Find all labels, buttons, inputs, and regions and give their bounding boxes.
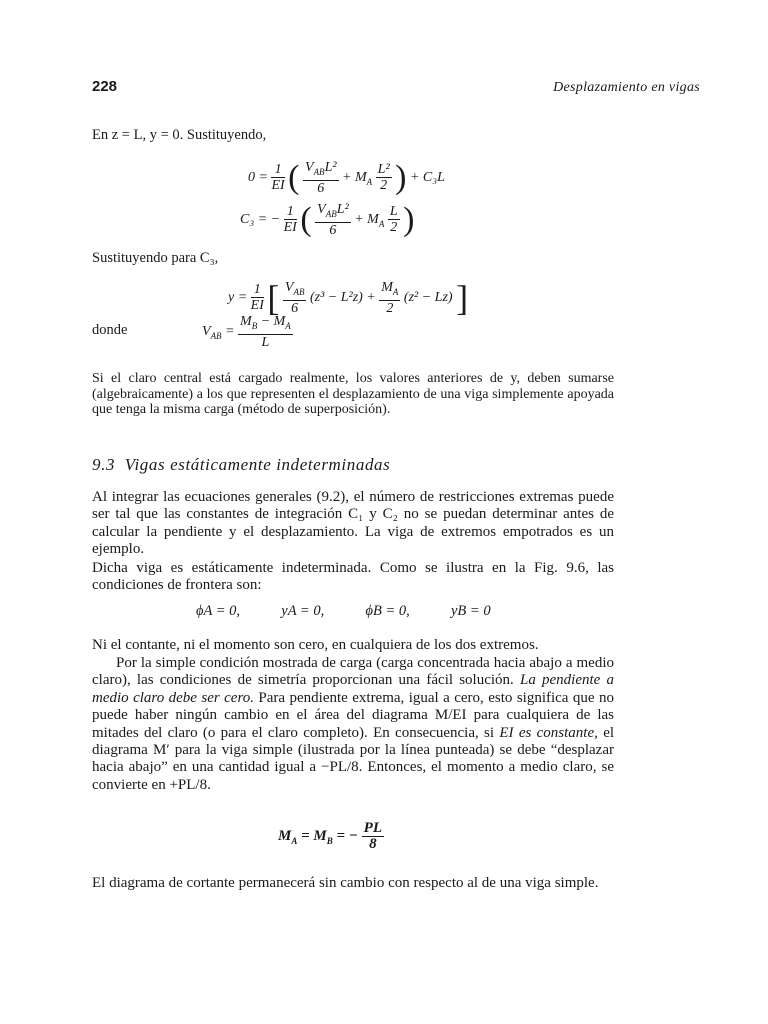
eq1-t1-v: V xyxy=(305,160,314,175)
eq4-num-m: M xyxy=(240,314,252,329)
eq1-t1-sub: AB xyxy=(313,166,325,177)
eq3-t1-v: V xyxy=(284,280,294,295)
equation-3 xyxy=(228,277,469,318)
eq1-frac xyxy=(271,162,284,193)
eq1-num: 1 xyxy=(271,162,284,178)
eq2-frac xyxy=(284,204,297,235)
eq2-plus: + M xyxy=(354,212,379,228)
intro-line: En z = L, y = 0. Sustituyendo, xyxy=(92,127,267,143)
eq4-lhs-sub: AB xyxy=(210,330,222,341)
eq2-num: 1 xyxy=(284,204,297,220)
eq1-t2-den: 2 xyxy=(380,178,388,194)
eq2-lparen: ( xyxy=(300,200,312,238)
equation-1 xyxy=(248,160,445,196)
eq4-equals: = xyxy=(225,324,235,340)
eq3-t2-par: (z² − Lz) xyxy=(403,290,453,306)
eq3-t1-den: 6 xyxy=(291,300,299,316)
paragraph-ends: Ni el contante, ni el momento son cero, en cualquiera de los dos extremos. xyxy=(92,637,539,653)
eq2-t1-den: 6 xyxy=(329,222,337,238)
eq4-frac xyxy=(238,314,293,350)
bc-y-a: yA = 0, xyxy=(281,603,325,619)
page-number: 228 xyxy=(92,78,118,95)
where-label: donde xyxy=(92,322,128,338)
eq5-frac xyxy=(362,821,384,852)
para5-part-d: EI es constante, xyxy=(499,724,598,741)
eq5-rhs: = − xyxy=(332,827,358,844)
section-heading xyxy=(92,455,390,475)
eq3-lbracket: [ xyxy=(267,277,280,318)
eq4-den: L xyxy=(261,334,270,350)
paragraph-indeterminate: Dicha viga es estáticamente indeterminada. Como se ilustra en la Fig. 9.6, las condiciones de frontera son: xyxy=(92,560,614,594)
paragraph-superposition: Si el claro central está cargado realmente, los valores anteriores de y, deben sumarse (algebraicamente) a los que representen el desplazamiento de una viga simplemente apoyada que tenga la misma carga (método de superposición). xyxy=(92,371,614,417)
eq1-plus: + M xyxy=(342,170,367,186)
eq1-lparen: ( xyxy=(288,158,300,196)
substituting-line: Sustituyendo para C₃, xyxy=(92,250,219,266)
para5-part-c: Para pendiente extrema, igual a cero, esto significa que no puede haber ningún cambio en el área del diagrama M/EI para cualquiera de las mitades del claro (o para el claro completo). En consecuencia, si xyxy=(92,689,614,741)
eq2-t1-rest: L² xyxy=(336,202,349,217)
eq1-t1-rest: L² xyxy=(324,160,337,175)
eq3-den: EI xyxy=(250,298,264,314)
equation-4 xyxy=(202,314,293,350)
eq3-frac xyxy=(251,282,264,313)
eq5-lhs: M xyxy=(278,827,292,844)
eq2-t1-v: V xyxy=(317,202,326,217)
eq4-num-mid: − M xyxy=(257,314,286,329)
eq1-t2-num: L² xyxy=(377,162,390,178)
eq1-term2 xyxy=(376,162,392,193)
boundary-conditions xyxy=(196,603,491,620)
eq2-den: EI xyxy=(283,220,297,236)
eq2-t2-num: L xyxy=(389,204,398,220)
eq2-lhs: C₃ = − xyxy=(240,212,281,228)
eq1-rparen: ) xyxy=(395,158,407,196)
eq3-t1-par: (z³ − L²z) + xyxy=(309,290,376,306)
eq1-sub-a: A xyxy=(366,176,373,187)
eq3-term1 xyxy=(283,280,307,316)
eq2-term1 xyxy=(315,202,351,238)
eq4-num-sub-a: A xyxy=(285,320,291,331)
eq4-num-sub-b: B xyxy=(251,320,258,331)
bc-y-b: yB = 0 xyxy=(451,603,491,619)
eq2-t2-den: 2 xyxy=(390,220,398,236)
eq3-t2-den: 2 xyxy=(386,300,394,316)
equation-2 xyxy=(240,202,414,238)
section-number: 9.3 xyxy=(92,455,116,474)
section-title: Vigas estáticamente indeterminadas xyxy=(124,455,391,474)
eq1-term1 xyxy=(303,160,339,196)
eq2-term2 xyxy=(388,204,400,235)
eq5-sub-b: B xyxy=(326,835,333,846)
para5-part-e: el diagrama M′ para la viga simple (ilustrada por la línea punteada) se debe “desplazar hacia abajo” en una cantidad igual a −PL/8. Entonces, el momento a medio claro, se convierte en +PL/8. xyxy=(92,724,615,793)
para5-part-a: Por la simple condición mostrada de carga (carga concentrada hacia abajo a medio claro), las condiciones de simetría proporcionan una fácil solución. xyxy=(92,655,614,689)
eq3-t1-sub: AB xyxy=(293,286,305,297)
eq3-rbracket: ] xyxy=(456,277,469,318)
eq3-t2-m: M xyxy=(381,280,393,295)
eq5-den: 8 xyxy=(369,836,377,852)
eq2-t1-sub: AB xyxy=(325,208,337,219)
eq3-term2 xyxy=(379,280,400,316)
paragraph-shear: El diagrama de cortante permanecerá sin cambio con respecto al de una viga simple. xyxy=(92,875,599,891)
eq3-num: 1 xyxy=(251,282,264,298)
eq1-t1-den: 6 xyxy=(317,180,325,196)
eq1-tail: + C₃L xyxy=(409,170,445,186)
paragraph-symmetry xyxy=(92,655,614,794)
eq3-t2-sub: A xyxy=(392,286,399,297)
paragraph-integration: Al integrar las ecuaciones generales (9.2), el número de restricciones extremas puede ser tal que las constantes de integración C₁ y C₂ no se puedan determinar antes de calcular la pendiente y el desplazamiento. La viga de extremos empotrados es un ejemplo. xyxy=(92,489,614,558)
eq5-mid: = M xyxy=(297,827,327,844)
eq5-sub-a: A xyxy=(291,835,298,846)
eq1-den: EI xyxy=(271,178,285,194)
eq1-lhs: 0 = xyxy=(248,170,272,186)
bc-phi-b: ϕB = 0, xyxy=(365,603,410,619)
bc-phi-a: ϕA = 0, xyxy=(196,603,241,619)
eq4-lhs: V xyxy=(202,324,211,340)
running-title: Desplazamiento en vigas xyxy=(553,80,700,95)
eq2-sub-a: A xyxy=(378,218,385,229)
eq3-lhs: y = xyxy=(228,290,248,306)
eq2-rparen: ) xyxy=(403,200,415,238)
equation-5 xyxy=(278,821,384,852)
eq5-num: PL xyxy=(363,820,382,836)
para5-part-b: La pendiente a medio claro debe ser cero. xyxy=(92,672,614,706)
